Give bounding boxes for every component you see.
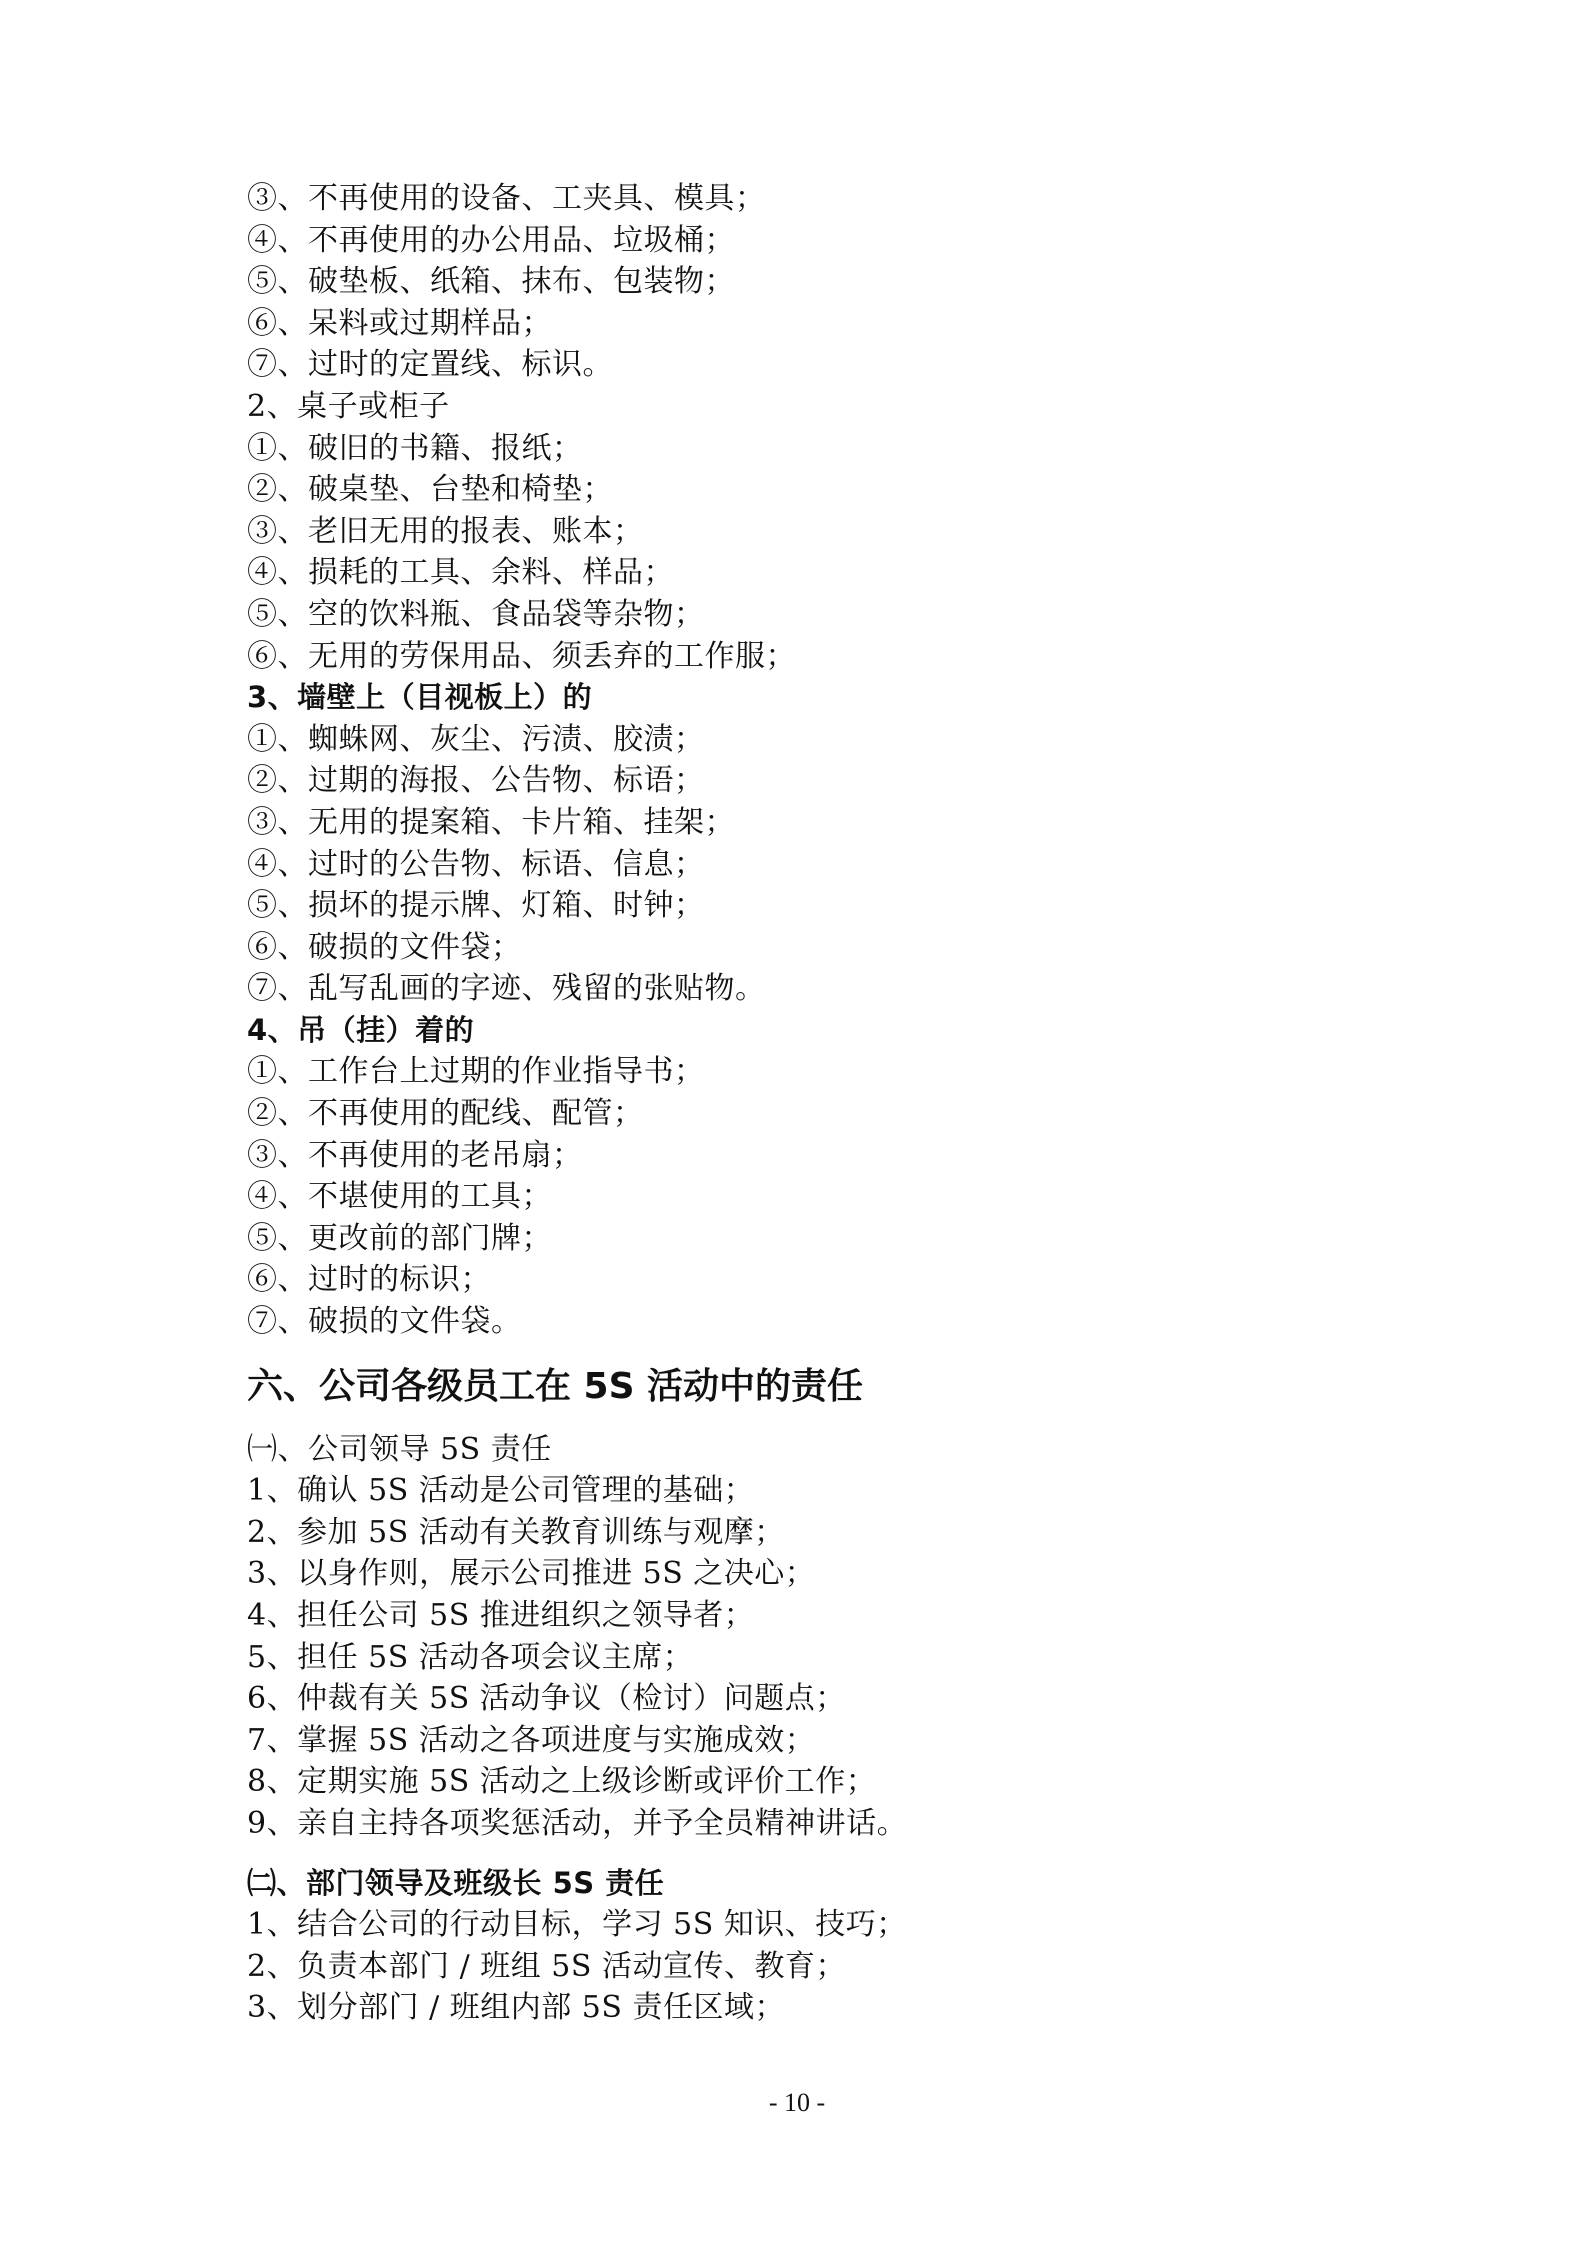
list-item: ⑦、乱写乱画的字迹、残留的张贴物。: [247, 971, 766, 1007]
list-item: 3、划分部门 / 班组内部 5S 责任区域；: [247, 1990, 785, 2026]
list-item: 7、掌握 5S 活动之各项进度与实施成效；: [247, 1722, 816, 1758]
list-item: ⑤、破垫板、纸箱、抹布、包装物；: [247, 264, 735, 300]
list-item: ③、不再使用的设备、工夹具、模具；: [247, 181, 766, 216]
list-item: 9、亲自主持各项奖惩活动，并予全员精神讲话。: [247, 1805, 908, 1841]
list-item: ②、不再使用的配线、配管；: [247, 1096, 644, 1132]
list-item: ⑤、空的饮料瓶、食品袋等杂物；: [247, 596, 705, 632]
list-item: ②、破桌垫、台垫和椅垫；: [247, 472, 613, 508]
list-item: ①、蜘蛛网、灰尘、污渍、胶渍；: [247, 721, 705, 757]
list-item: 6、仲裁有关 5S 活动争议（检讨）问题点；: [247, 1681, 846, 1717]
list-item: ①、破旧的书籍、报纸；: [247, 430, 583, 466]
list-item: 3、以身作则，展示公司推进 5S 之决心；: [247, 1556, 816, 1592]
page-number: - 10 -: [768, 2088, 826, 2117]
list-item: ②、过期的海报、公告物、标语；: [247, 763, 705, 799]
list-item: ④、不再使用的办公用品、垃圾桶；: [247, 222, 735, 258]
list-item: 2、参加 5S 活动有关教育训练与观摩；: [247, 1514, 785, 1550]
subsection-heading: ㈡、部门领导及班级长 5S 责任: [247, 1865, 665, 1900]
list-item: 2、负责本部门 / 班组 5S 活动宣传、教育；: [247, 1948, 846, 1984]
subsection-heading: 4、吊（挂）着的: [247, 1012, 475, 1047]
list-item: ⑦、破损的文件袋。: [247, 1304, 522, 1340]
list-item: ⑦、过时的定置线、标识。: [247, 347, 613, 383]
subsection-heading: 3、墙壁上（目视板上）的: [247, 680, 593, 715]
list-item: ⑥、无用的劳保用品、须丢弃的工作服；: [247, 638, 796, 674]
list-item: ④、过时的公告物、标语、信息；: [247, 846, 705, 882]
section-heading: 六、公司各级员工在 5S 活动中的责任: [247, 1365, 864, 1407]
list-item: ①、工作台上过期的作业指导书；: [247, 1054, 705, 1090]
list-item: ④、不堪使用的工具；: [247, 1179, 552, 1215]
list-item: 5、担任 5S 活动各项会议主席；: [247, 1639, 694, 1675]
list-item: ⑤、更改前的部门牌；: [247, 1220, 552, 1256]
page-body: [247, 178, 1397, 2029]
list-item: ③、无用的提案箱、卡片箱、挂架；: [247, 804, 735, 840]
list-item: ④、损耗的工具、余料、样品；: [247, 555, 674, 591]
list-item: ⑥、呆料或过期样品；: [247, 305, 552, 341]
list-item: ㈠、公司领导 5S 责任: [247, 1431, 552, 1467]
list-item: 1、结合公司的行动目标，学习 5S 知识、技巧；: [247, 1907, 907, 1943]
list-item: 1、确认 5S 活动是公司管理的基础；: [247, 1473, 755, 1509]
list-item: ⑥、过时的标识；: [247, 1262, 491, 1298]
list-item: 8、定期实施 5S 活动之上级诊断或评价工作；: [247, 1764, 877, 1800]
list-item: ⑥、破损的文件袋；: [247, 929, 522, 965]
list-item: 2、桌子或柜子: [247, 388, 450, 424]
list-item: ⑤、损坏的提示牌、灯箱、时钟；: [247, 888, 705, 924]
list-item: ③、老旧无用的报表、账本；: [247, 513, 644, 549]
list-item: ③、不再使用的老吊扇；: [247, 1137, 583, 1173]
list-item: 4、担任公司 5S 推进组织之领导者；: [247, 1598, 755, 1633]
